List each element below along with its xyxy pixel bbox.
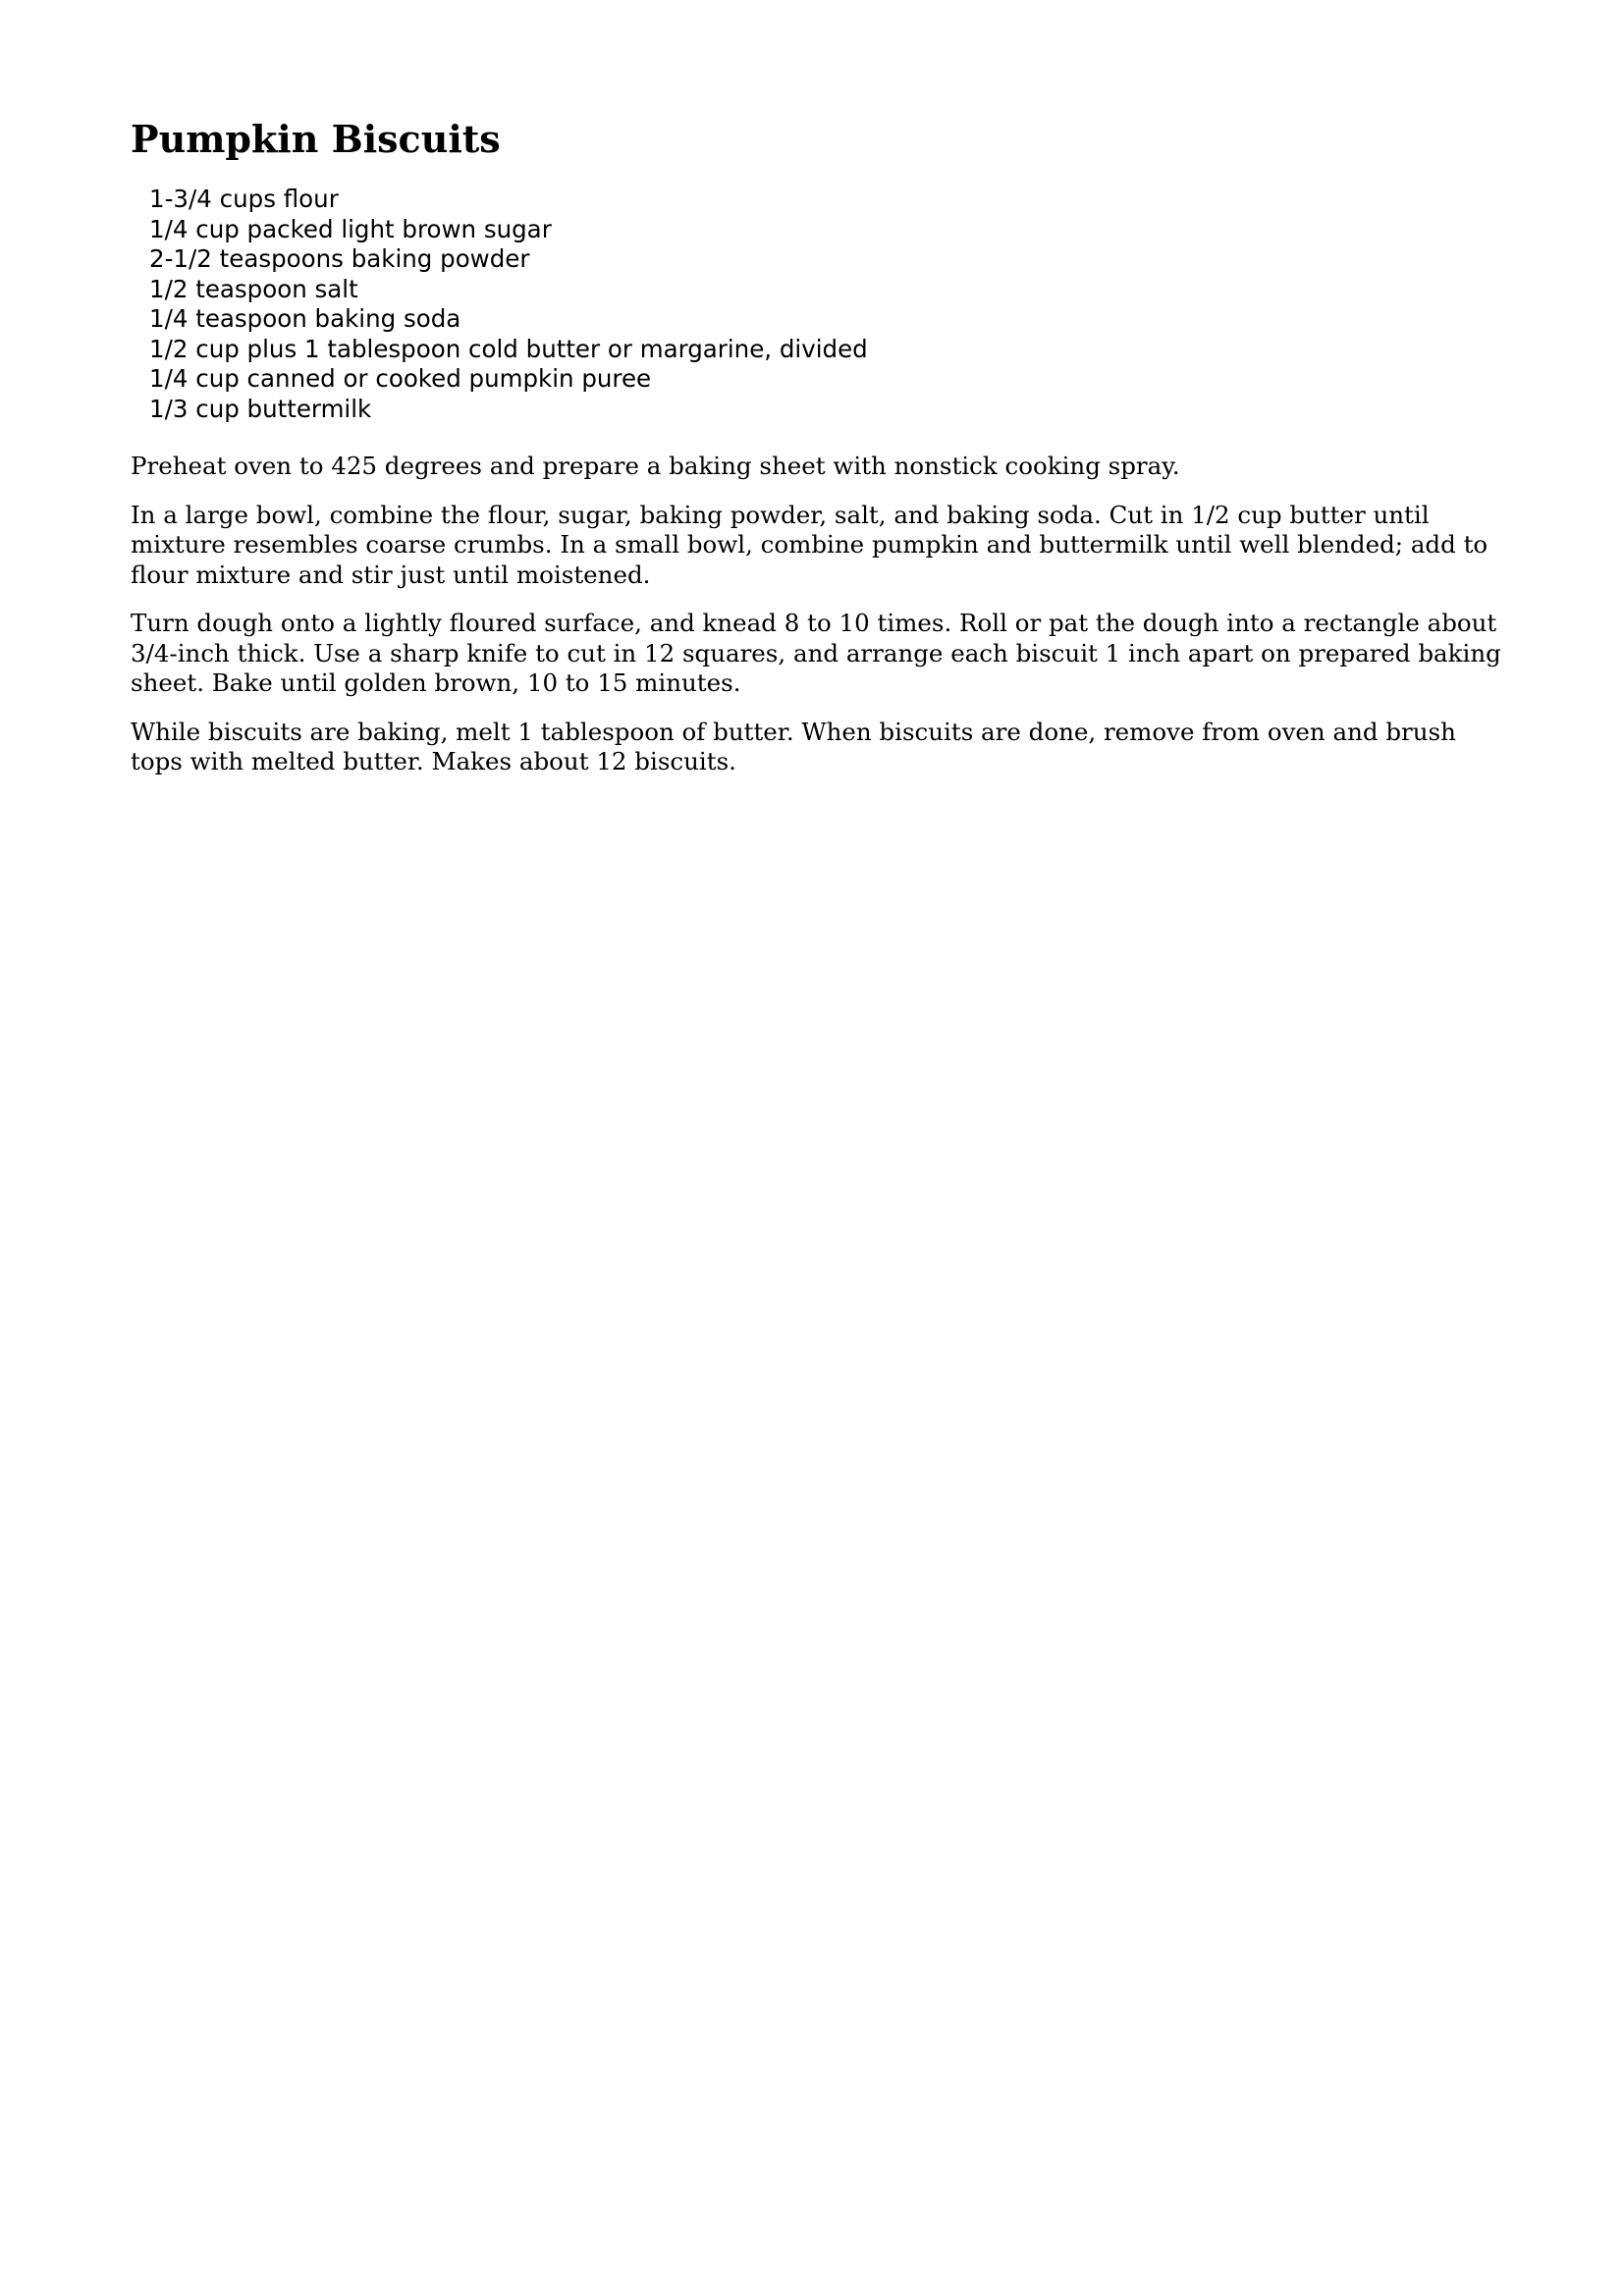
instruction-paragraph: In a large bowl, combine the flour, sugar, baking powder, salt, and baking soda. Cut in 1/2 cup butter until mixture resembles coarse crumbs. In a small bowl, combine pumpkin and buttermilk until well blended; add to flour mixture and stir just until moistened.: [131, 500, 1488, 589]
instruction-paragraph: Turn dough onto a lightly floured surface, and knead 8 to 10 times. Roll or pat the dough into a rectangle about 3/4-inch thick. Use a sharp knife to cut in 12 squares, and arrange each biscuit 1 inch apart on prepared baking sheet. Bake until golden brown, 10 to 15 minutes.: [131, 609, 1501, 697]
ingredient-item: 1/4 teaspoon baking soda: [149, 304, 461, 333]
recipe-title: Pumpkin Biscuits: [131, 117, 501, 161]
recipe-page: [131, 116, 1505, 796]
instructions: [131, 452, 1505, 777]
ingredient-item: 1/2 teaspoon salt: [149, 274, 358, 303]
ingredient-item: 2-1/2 teaspoons baking powder: [149, 244, 530, 273]
instruction-paragraph: While biscuits are baking, melt 1 tablespoon of butter. When biscuits are done, remove from oven and brush tops with melted butter. Makes about 12 biscuits.: [131, 717, 1456, 775]
ingredient-item: 1-3/4 cups flour: [149, 185, 339, 213]
ingredient-item: 1/4 cup canned or cooked pumpkin puree: [149, 364, 652, 393]
ingredient-list: [131, 185, 1505, 424]
ingredient-item: 1/3 cup buttermilk: [149, 394, 372, 423]
ingredient-item: 1/4 cup packed light brown sugar: [149, 214, 552, 243]
instruction-paragraph: Preheat oven to 425 degrees and prepare a baking sheet with nonstick cooking spray.: [131, 452, 1180, 480]
ingredient-item: 1/2 cup plus 1 tablespoon cold butter or margarine, divided: [149, 334, 868, 363]
